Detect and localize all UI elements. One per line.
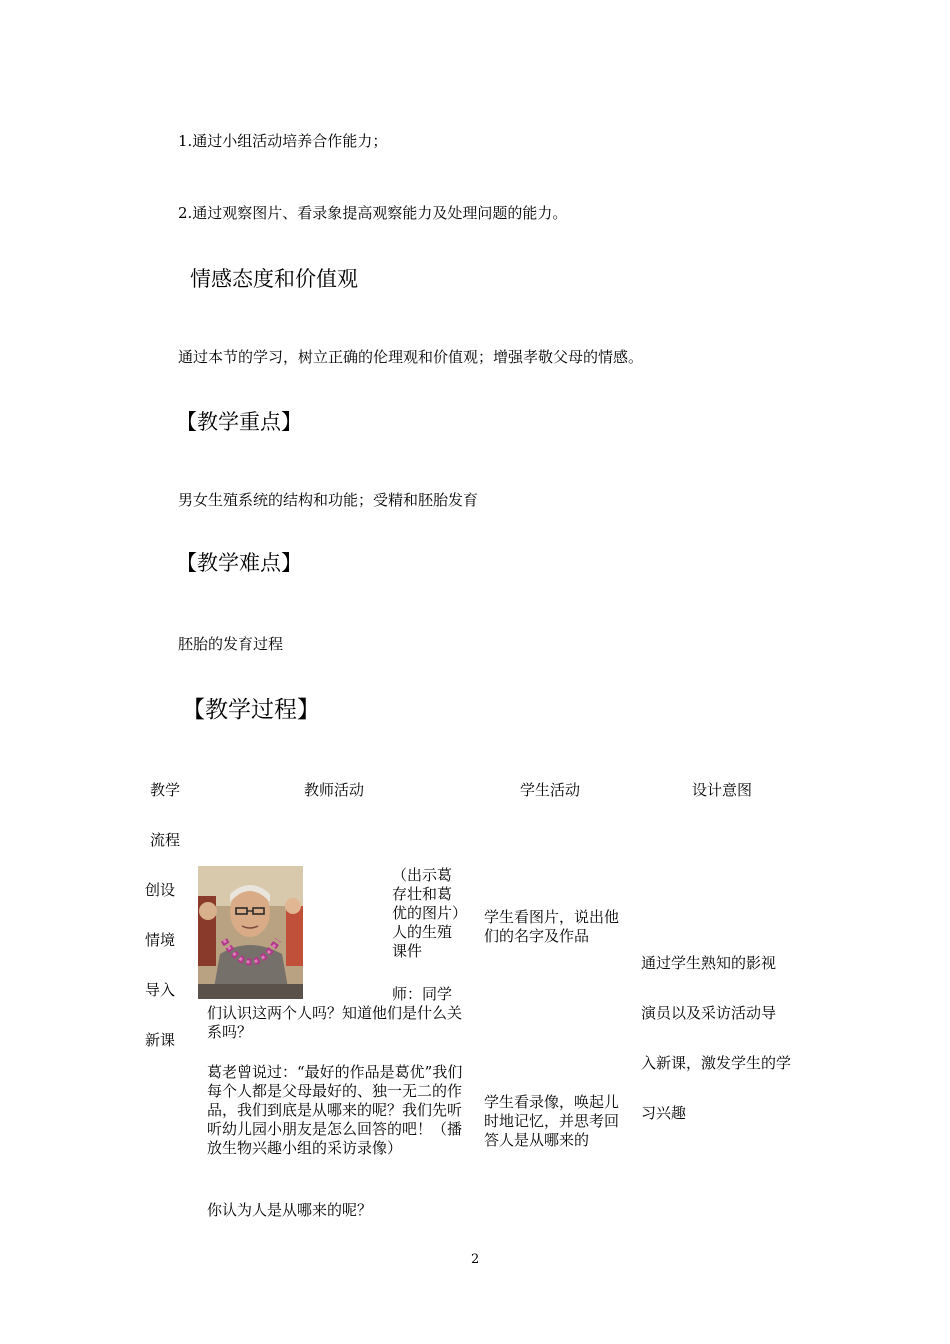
intent-line-3: 入新课，激发学生的学	[641, 1054, 792, 1072]
intent-line-4: 习兴趣	[641, 1104, 687, 1122]
emotion-text: 通过本节的学习，树立正确的伦理观和价值观；增强孝敬父母的情感。	[178, 348, 644, 366]
difficulties-text: 胚胎的发育过程	[178, 635, 284, 653]
teacher-question: 们认识这两个人吗？知道他们是什么关系吗？	[207, 1004, 463, 1041]
teacher-final-question: 你认为人是从哪来的呢？	[207, 1201, 373, 1219]
process-heading: 【教学过程】	[182, 697, 320, 723]
difficulties-heading: 【教学难点】	[176, 551, 302, 575]
emotion-heading: 情感态度和价值观	[190, 267, 358, 291]
flow-line-2: 情境	[145, 931, 176, 949]
column-teacher: 教师活动	[304, 781, 365, 799]
flow-line-3: 导入	[145, 981, 176, 999]
column-flow-line1: 教学	[150, 781, 181, 799]
page-number: 2	[471, 1252, 480, 1267]
key-points-text: 男女生殖系统的结构和功能；受精和胚胎发育	[178, 491, 479, 509]
column-intent: 设计意图	[692, 781, 753, 799]
key-points-heading: 【教学重点】	[176, 410, 302, 434]
student-activity-2: 学生看录像，唤起儿时地记忆，并思考回答人是从哪来的	[484, 1093, 620, 1149]
teacher-label: 师：同学	[392, 985, 453, 1003]
portrait-photo	[198, 866, 303, 999]
intent-line-1: 通过学生熟知的影视	[641, 954, 777, 972]
column-flow-line2: 流程	[150, 831, 181, 849]
column-student: 学生活动	[520, 781, 581, 799]
intent-line-2: 演员以及采访活动导	[641, 1004, 777, 1022]
flow-line-4: 新课	[145, 1031, 176, 1049]
flow-line-1: 创设	[145, 881, 176, 899]
skill-item-1: 1.通过小组活动培养合作能力；	[178, 132, 388, 150]
skill-item-2: 2.通过观察图片、看录象提高观察能力及处理问题的能力。	[178, 204, 568, 222]
student-activity-1: 学生看图片，说出他们的名字及作品	[484, 908, 620, 945]
teacher-quote: 葛老曾说过：“最好的作品是葛优”我们每个人都是父母最好的、独一无二的作品，我们到底是从哪来的呢？我们先听听幼儿园小朋友是怎么回答的吧！（播放生物兴趣小组的采访录像）	[207, 1063, 463, 1157]
teacher-text-beside-photo: （出示葛存壮和葛优的图片）人的生殖课件	[392, 866, 460, 960]
